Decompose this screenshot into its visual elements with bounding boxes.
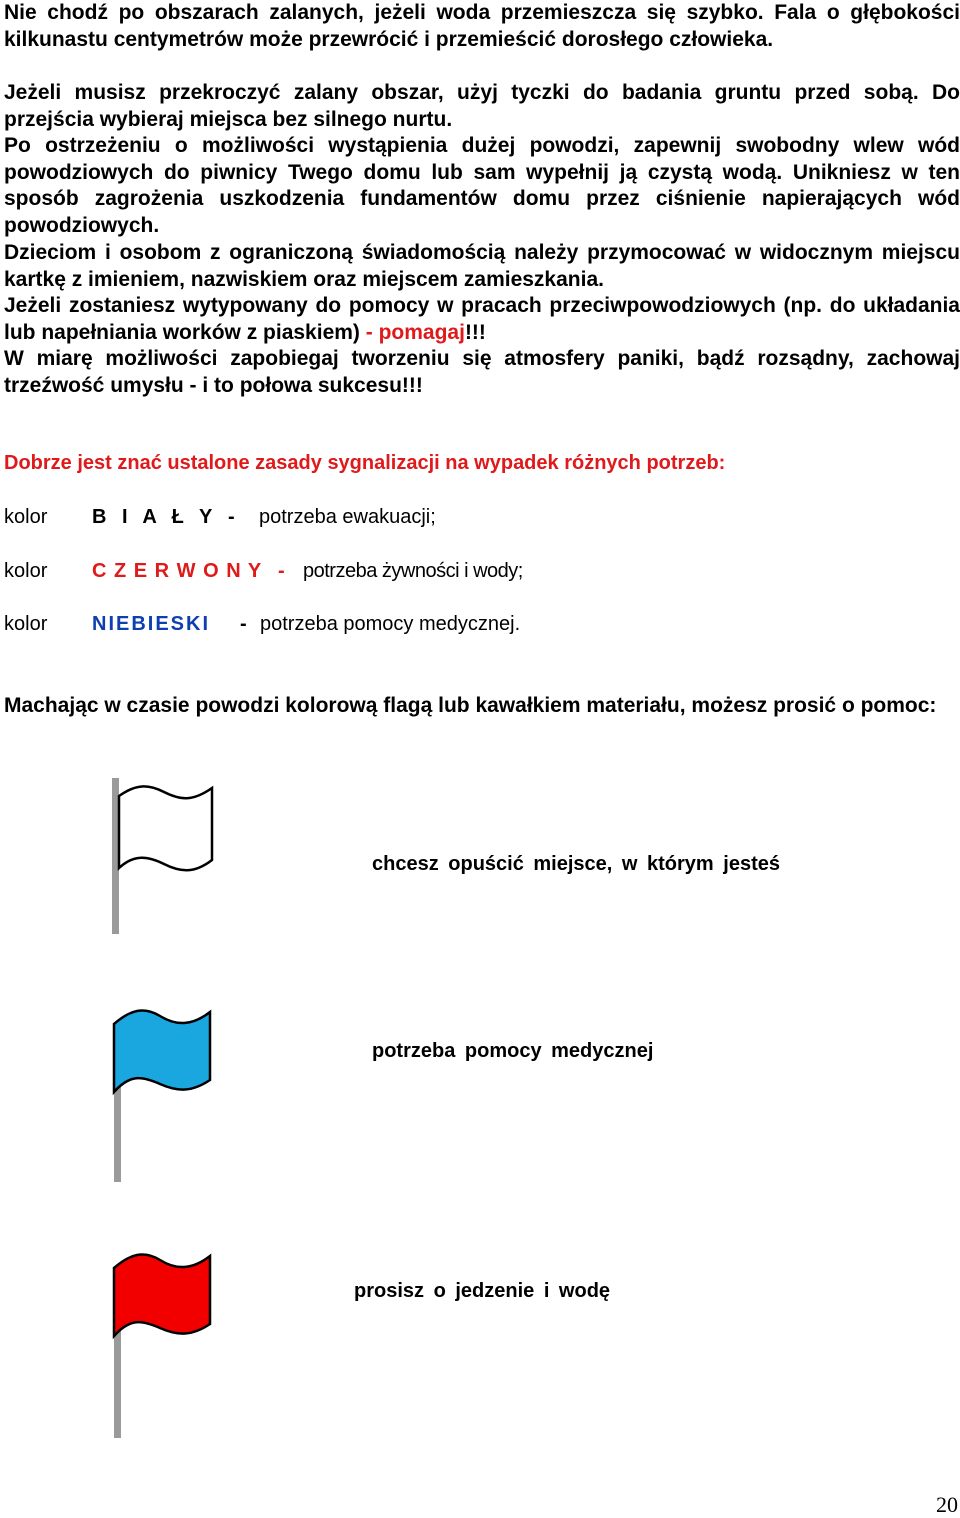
signal-color-white: B I A Ł Y (92, 506, 218, 528)
paragraph-help-flood-works (4, 293, 960, 346)
help-text: Jeżeli zostaniesz wytypowany do pomocy w pracach przeciwpowodziowych (np. do układania lub napełniania worków z piaskiem) (4, 294, 960, 344)
flag-caption-blue: potrzeba pomocy medycznej (372, 1040, 654, 1062)
blue-flag-icon (108, 1000, 218, 1185)
signal-dash: - (228, 506, 235, 528)
red-flag-icon (106, 1246, 216, 1441)
help-emphasis: - pomagaj (365, 320, 465, 344)
signal-description: potrzeba żywności i wody; (303, 560, 523, 582)
page-number: 20 (936, 1492, 958, 1517)
signals-heading: Dobrze jest znać ustalone zasady sygnalizacji na wypadek różnych potrzeb: (4, 452, 726, 474)
flags-intro: Machając w czasie powodzi kolorową flagą lub kawałkiem materiału, możesz prosić o pomoc: (4, 694, 937, 717)
help-exclamation: !!! (464, 320, 486, 344)
flag-caption-white: chcesz opuścić miejsce, w którym jesteś (372, 853, 780, 875)
paragraph-avoid-panic: W miarę możliwości zapobiegaj tworzeniu się atmosfery paniki, bądź rozsądny, zachowaj trzeźwość umysłu - i to połowa sukcesu!!! (4, 347, 960, 397)
signal-color-blue: NIEBIESKI (92, 613, 211, 635)
white-flag-icon (108, 778, 218, 936)
paragraph-basement-flooding: Po ostrzeżeniu o możliwości wystąpienia dużej powodzi, zapewnij swobodny wlew wód powodziowych do piwnicy Twego domu lub sam wypełnij ją czystą wodą. Unikniesz w ten sposób zagrożenia uszkodzenia fundamentów domu przez ciśnienie napierających wód powodziowych. (4, 134, 960, 237)
paragraph-moving-water: Nie chodź po obszarach zalanych, jeżeli woda przemieszcza się szybko. Fala o głębokości kilkunastu centymetrów może przewrócić i przemieścić dorosłego człowieka. (4, 1, 960, 51)
paragraph-crossing-flooded-area: Jeżeli musisz przekroczyć zalany obszar, użyj tyczki do badania gruntu przed sobą. Do przejścia wybieraj miejsca bez silnego nurtu. (4, 81, 960, 131)
signal-label: kolor (4, 613, 48, 635)
signal-description: potrzeba ewakuacji; (259, 506, 436, 528)
signal-label: kolor (4, 560, 48, 582)
signal-dash: - (278, 560, 285, 582)
signal-dash: - (240, 613, 247, 635)
signal-description: potrzeba pomocy medycznej. (260, 613, 521, 635)
signal-color-red: C Z E R W O N Y (92, 560, 263, 582)
paragraph-children-id-card: Dzieciom i osobom z ograniczoną świadomością należy przymocować w widocznym miejscu kartkę z imieniem, nazwiskiem oraz miejscem zamieszkania. (4, 241, 960, 291)
signal-label: kolor (4, 506, 48, 528)
flag-caption-red: prosisz o jedzenie i wodę (354, 1280, 611, 1302)
